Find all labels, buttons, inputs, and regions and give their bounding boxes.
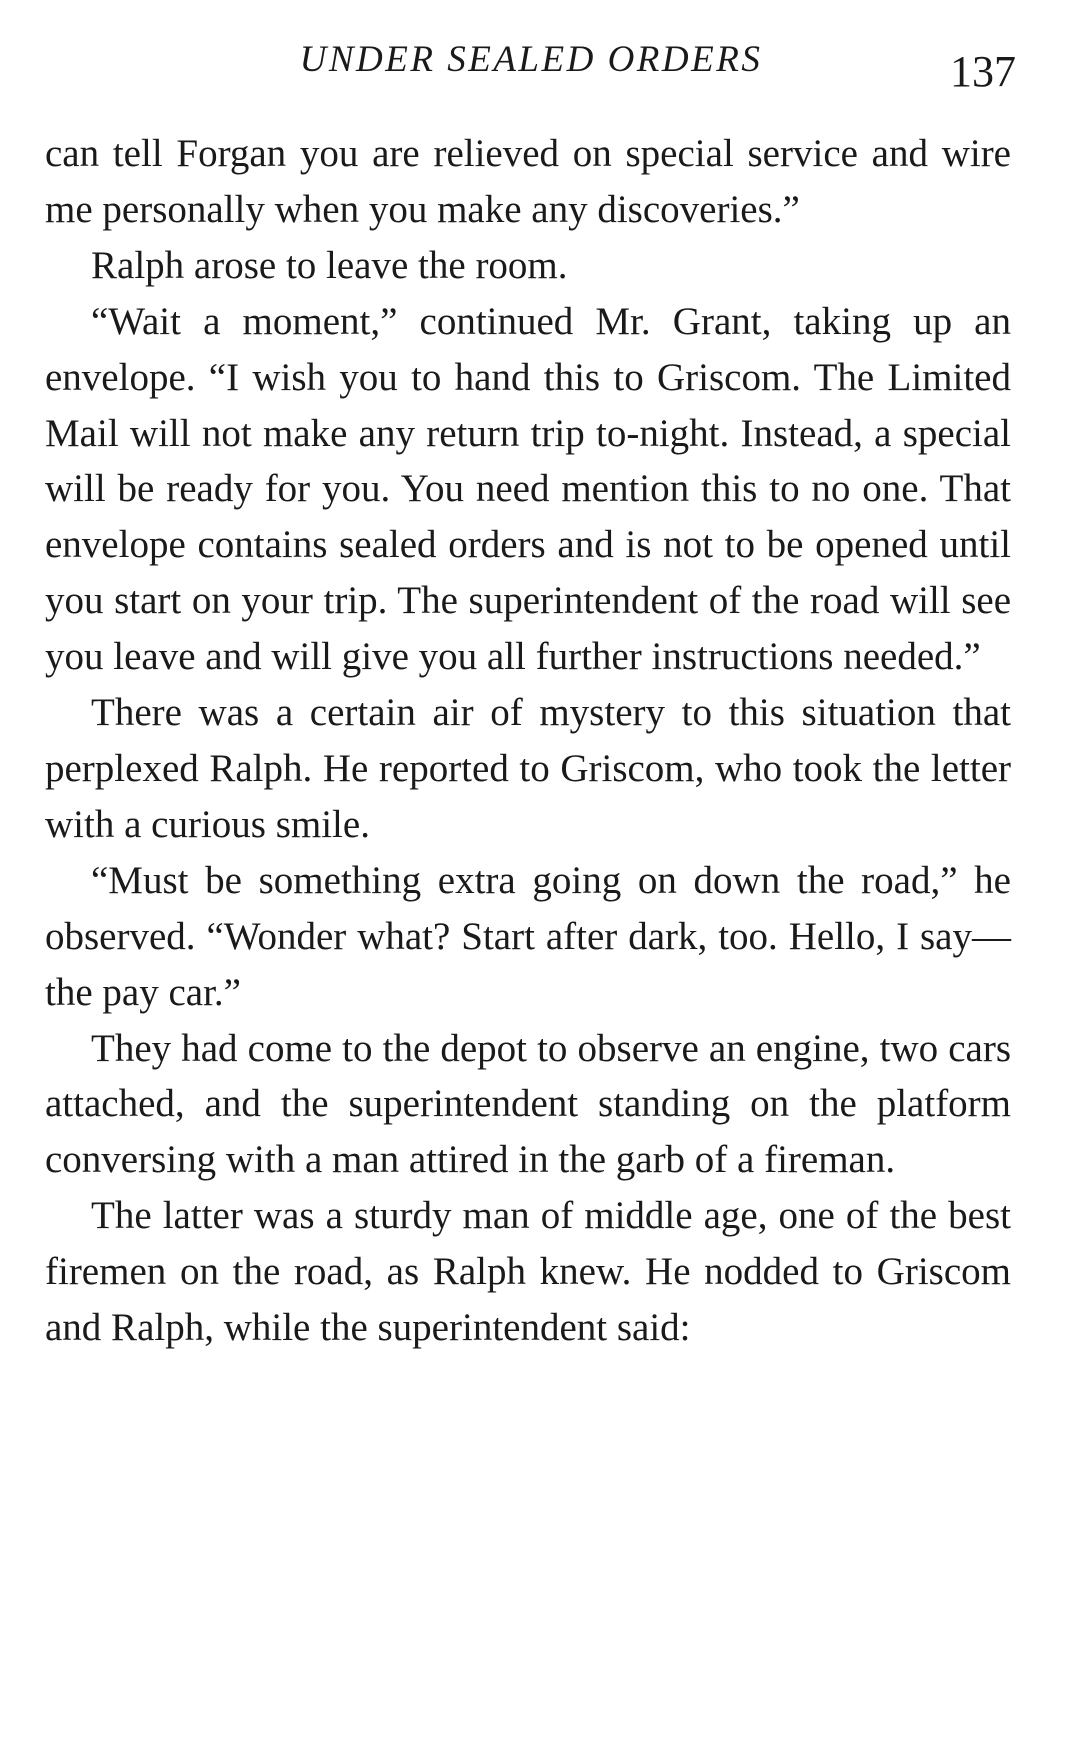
page-number: 137 xyxy=(950,47,1016,96)
running-title: UNDER SEALED ORDERS xyxy=(299,39,763,80)
running-head xyxy=(46,38,1016,98)
paragraph: The latter was a sturdy man of middle age, one of the best firemen on the road, as Ralph knew. He nodded to Griscom and Ralph, while the superintendent said: xyxy=(45,1194,1011,1350)
paragraph-continuation: can tell Forgan you are relieved on special service and wire me personally when you make any discoveries.” xyxy=(45,132,1011,231)
paragraph: They had come to the depot to observe an engine, two cars attached, and the superintendent standing on the platform conversing with a man attired in the garb of a fireman. xyxy=(45,1026,1011,1182)
paragraph: Ralph arose to leave the room. xyxy=(91,243,568,287)
body-text xyxy=(45,126,1011,1356)
paragraph: “Must be something extra going on down the road,” he observed. “Wonder what? Start after dark, too. Hello, I say—the pay car.” xyxy=(45,858,1011,1014)
paragraph: “Wait a moment,” continued Mr. Grant, taking up an envelope. “I wish you to hand this to Griscom. The Limited Mail will not make any return trip to-night. Instead, a special will be ready for you. You need mention this to no one. That envelope contains sealed orders and is not to be opened until you start on your trip. The superintendent of the road will see you leave and will give you all further instructions needed.” xyxy=(45,299,1011,679)
paragraph: There was a certain air of mystery to this situation that perplexed Ralph. He reported to Griscom, who took the letter with a curious smile. xyxy=(45,691,1011,846)
